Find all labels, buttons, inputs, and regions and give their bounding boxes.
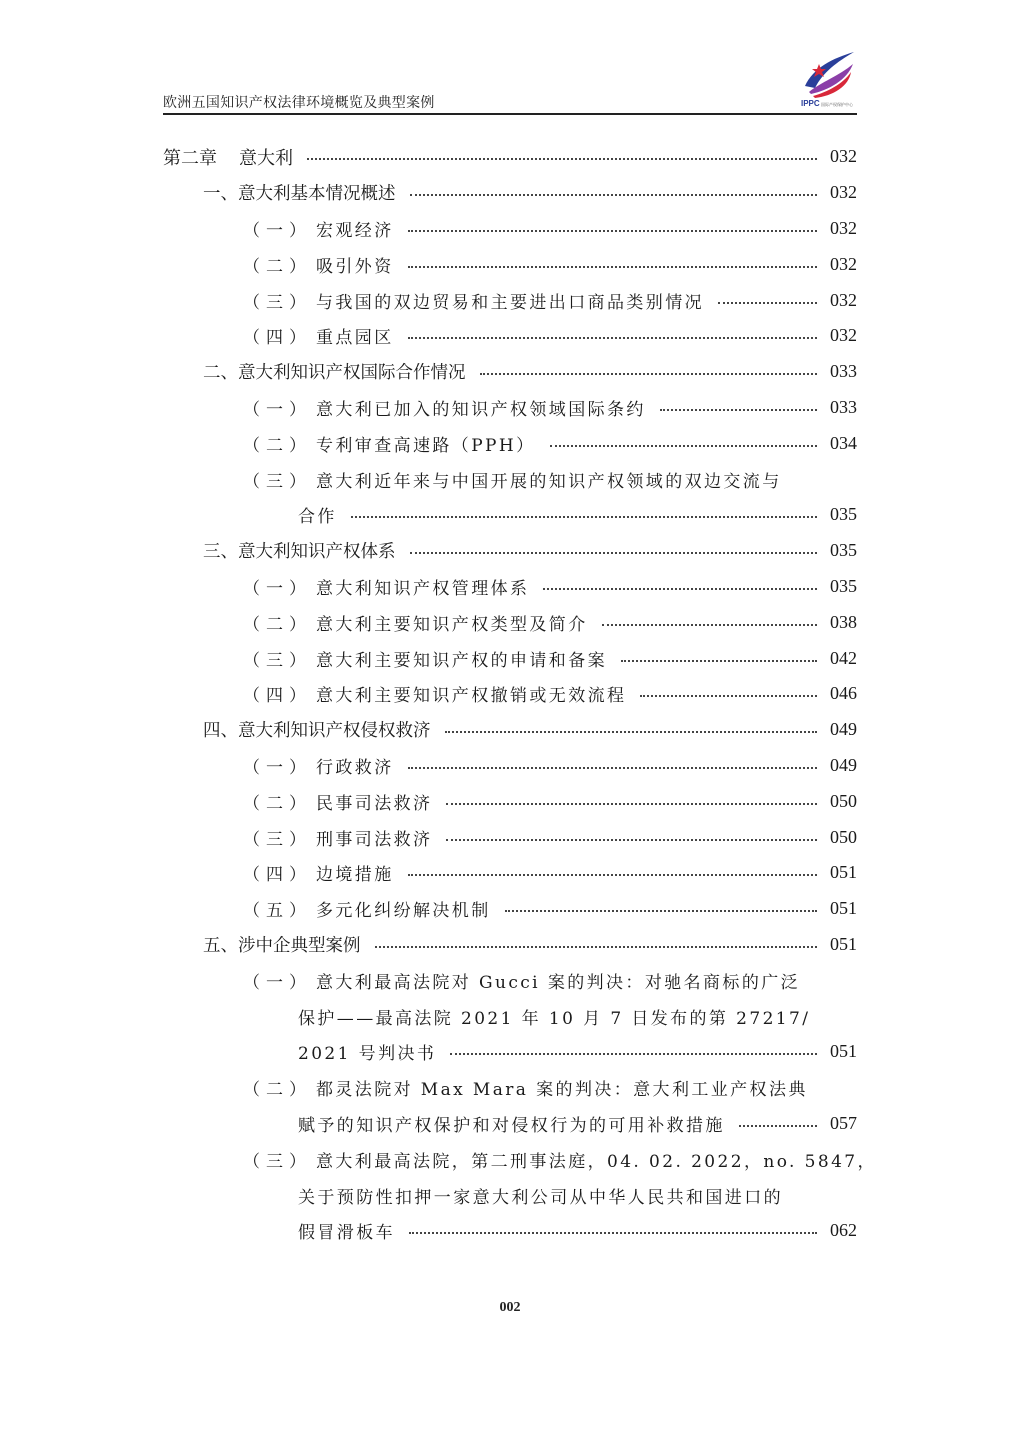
item-title-line: 意大利近年来与中国开展的知识产权领域的双边交流与 <box>316 471 782 492</box>
toc-item[interactable] <box>163 1141 877 1177</box>
toc-section[interactable] <box>163 354 857 390</box>
toc-item[interactable] <box>163 246 857 282</box>
toc-item[interactable] <box>163 640 857 676</box>
toc-item-continuation[interactable] <box>163 998 857 1034</box>
page-number: 050 <box>830 826 857 847</box>
dot-leader <box>480 372 818 375</box>
item-number: （二） <box>243 256 312 277</box>
dot-leader <box>408 766 817 769</box>
item-title-line: 专利审查高速路（PPH） <box>316 435 536 456</box>
item-title-line: 假冒滑板车 <box>298 1223 395 1244</box>
toc-section[interactable] <box>163 712 857 748</box>
item-number: （三） <box>243 829 312 850</box>
dot-leader <box>307 157 817 160</box>
running-title: 欧洲五国知识产权法律环境概览及典型案例 <box>163 95 435 111</box>
dot-leader <box>621 659 817 662</box>
item-number: （四） <box>243 328 312 349</box>
logo-text: IPPC <box>801 99 820 108</box>
toc-item[interactable] <box>163 891 857 927</box>
dot-leader <box>718 301 817 304</box>
dot-leader <box>410 193 818 196</box>
item-number: （二） <box>243 435 312 456</box>
item-title-line: 关于预防性扣押一家意大利公司从中华人民共和国进口的 <box>298 1187 783 1208</box>
page-number: 035 <box>830 540 857 561</box>
dot-leader <box>602 623 817 626</box>
toc-item[interactable] <box>163 461 857 497</box>
dot-leader <box>408 229 817 232</box>
page-number: 046 <box>830 683 857 704</box>
item-title-line: 意大利主要知识产权类型及简介 <box>316 614 588 635</box>
dot-leader <box>446 838 817 841</box>
toc-item[interactable] <box>163 1070 857 1106</box>
item-number: （三） <box>243 1151 312 1172</box>
dot-leader <box>375 945 818 948</box>
toc-item-continuation[interactable] <box>163 497 857 533</box>
page-number: 051 <box>830 933 857 954</box>
toc-item[interactable] <box>163 855 857 891</box>
item-title-line: 意大利主要知识产权撤销或无效流程 <box>316 686 627 707</box>
toc-item[interactable] <box>163 211 857 247</box>
page-number: 051 <box>830 862 857 883</box>
item-title-line: 意大利最高法院，第二刑事法庭，04. 02. 2022，no. 5847， <box>316 1151 877 1172</box>
item-title-line: 赋予的知识产权保护和对侵权行为的可用补救措施 <box>298 1115 725 1136</box>
toc-item[interactable] <box>163 569 857 605</box>
item-number: （五） <box>243 901 312 922</box>
page-number: 049 <box>830 754 857 775</box>
item-number: （二） <box>243 614 312 635</box>
table-of-contents <box>163 139 877 1249</box>
item-number: （三） <box>243 650 312 671</box>
item-number: （三） <box>243 292 312 313</box>
chapter-number: 第二章 <box>163 147 217 169</box>
item-number: （一） <box>243 399 312 420</box>
page-number: 034 <box>830 432 857 453</box>
toc-section[interactable] <box>163 927 857 963</box>
page-number: 035 <box>830 504 857 525</box>
page-number: 038 <box>830 611 857 632</box>
item-number: （一） <box>243 220 312 241</box>
page-number: 051 <box>830 1041 857 1062</box>
toc-section[interactable] <box>163 533 857 569</box>
toc-item[interactable] <box>163 318 857 354</box>
dot-leader <box>739 1124 817 1127</box>
toc-item[interactable] <box>163 282 857 318</box>
page-number: 032 <box>830 325 857 346</box>
toc-chapter[interactable] <box>163 139 857 175</box>
item-number: （二） <box>243 793 312 814</box>
item-title-line: 民事司法救济 <box>316 793 433 814</box>
dot-leader <box>409 1231 817 1234</box>
item-title-line: 合作 <box>298 507 337 528</box>
page-number: 032 <box>830 253 857 274</box>
page-number: 032 <box>830 289 857 310</box>
dot-leader <box>505 909 817 912</box>
item-title-line: 2021 号判决书 <box>298 1044 437 1065</box>
item-title-line: 意大利已加入的知识产权领域国际条约 <box>316 399 646 420</box>
section-title: 三、意大利知识产权体系 <box>203 542 396 563</box>
item-number: （三） <box>243 471 312 492</box>
toc-item[interactable] <box>163 783 857 819</box>
section-title: 五、涉中企典型案例 <box>203 935 361 956</box>
svg-text:国际产权保护中心: 国际产权保护中心 <box>821 102 853 107</box>
item-title-line: 吸引外资 <box>316 256 394 277</box>
dot-leader <box>543 587 817 590</box>
toc-item[interactable] <box>163 676 857 712</box>
page-number: 042 <box>830 647 857 668</box>
page-number: 032 <box>830 182 857 203</box>
dot-leader <box>408 336 817 339</box>
dot-leader <box>408 265 817 268</box>
item-title-line: 意大利主要知识产权的申请和备案 <box>316 650 607 671</box>
dot-leader <box>446 802 817 805</box>
dot-leader <box>640 694 817 697</box>
toc-item-continuation[interactable] <box>163 1213 857 1249</box>
page-header <box>163 0 857 116</box>
dot-leader <box>660 408 817 411</box>
section-title: 一、意大利基本情况概述 <box>203 184 396 205</box>
page-number: 050 <box>830 790 857 811</box>
toc-item-continuation[interactable] <box>163 1034 857 1070</box>
page-number: 051 <box>830 898 857 919</box>
ippc-logo-icon <box>799 46 859 108</box>
item-title-line: 宏观经济 <box>316 220 394 241</box>
item-number: （一） <box>243 578 312 599</box>
toc-section[interactable] <box>163 175 857 211</box>
toc-item[interactable] <box>163 962 857 998</box>
item-title-line: 多元化纠纷解决机制 <box>316 901 491 922</box>
page-number: 057 <box>830 1112 857 1133</box>
toc-item[interactable] <box>163 390 857 426</box>
page-number: 062 <box>830 1220 857 1241</box>
item-title-line: 刑事司法救济 <box>316 829 433 850</box>
dot-leader <box>351 515 817 518</box>
item-number: （二） <box>243 1080 312 1101</box>
dot-leader <box>410 551 818 554</box>
chapter-title: 意大利 <box>239 147 293 169</box>
footer-page-number: 002 <box>499 1300 521 1315</box>
toc-item-continuation[interactable] <box>163 1106 857 1142</box>
dot-leader <box>445 730 818 733</box>
item-title-line: 都灵法院对 Max Mara 案的判决：意大利工业产权法典 <box>316 1080 808 1101</box>
page-number: 032 <box>830 146 857 167</box>
page-number: 032 <box>830 217 857 238</box>
item-title-line: 行政救济 <box>316 757 394 778</box>
toc-item[interactable] <box>163 748 857 784</box>
toc-item[interactable] <box>163 604 857 640</box>
item-title-line: 边境措施 <box>316 865 394 886</box>
item-title-line: 保护——最高法院 2021 年 10 月 7 日发布的第 27217/ <box>298 1008 811 1029</box>
item-title-line: 意大利最高法院对 Gucci 案的判决：对驰名商标的广泛 <box>316 972 801 993</box>
toc-item[interactable] <box>163 425 857 461</box>
page-number: 035 <box>830 575 857 596</box>
toc-item[interactable] <box>163 819 857 855</box>
section-title: 二、意大利知识产权国际合作情况 <box>203 363 466 384</box>
dot-leader <box>550 444 817 447</box>
page-number: 033 <box>830 361 857 382</box>
toc-item-continuation[interactable] <box>163 1177 857 1213</box>
page-number: 049 <box>830 719 857 740</box>
page-number: 033 <box>830 396 857 417</box>
item-number: （四） <box>243 865 312 886</box>
ippc-logo <box>799 46 859 108</box>
header-rule <box>163 113 857 115</box>
item-number: （一） <box>243 972 312 993</box>
dot-leader <box>408 873 817 876</box>
item-title-line: 意大利知识产权管理体系 <box>316 578 530 599</box>
section-title: 四、意大利知识产权侵权救济 <box>203 721 431 742</box>
item-title-line: 与我国的双边贸易和主要进出口商品类别情况 <box>316 292 704 313</box>
item-number: （一） <box>243 757 312 778</box>
item-number: （四） <box>243 686 312 707</box>
dot-leader <box>450 1052 817 1055</box>
item-title-line: 重点园区 <box>316 328 394 349</box>
